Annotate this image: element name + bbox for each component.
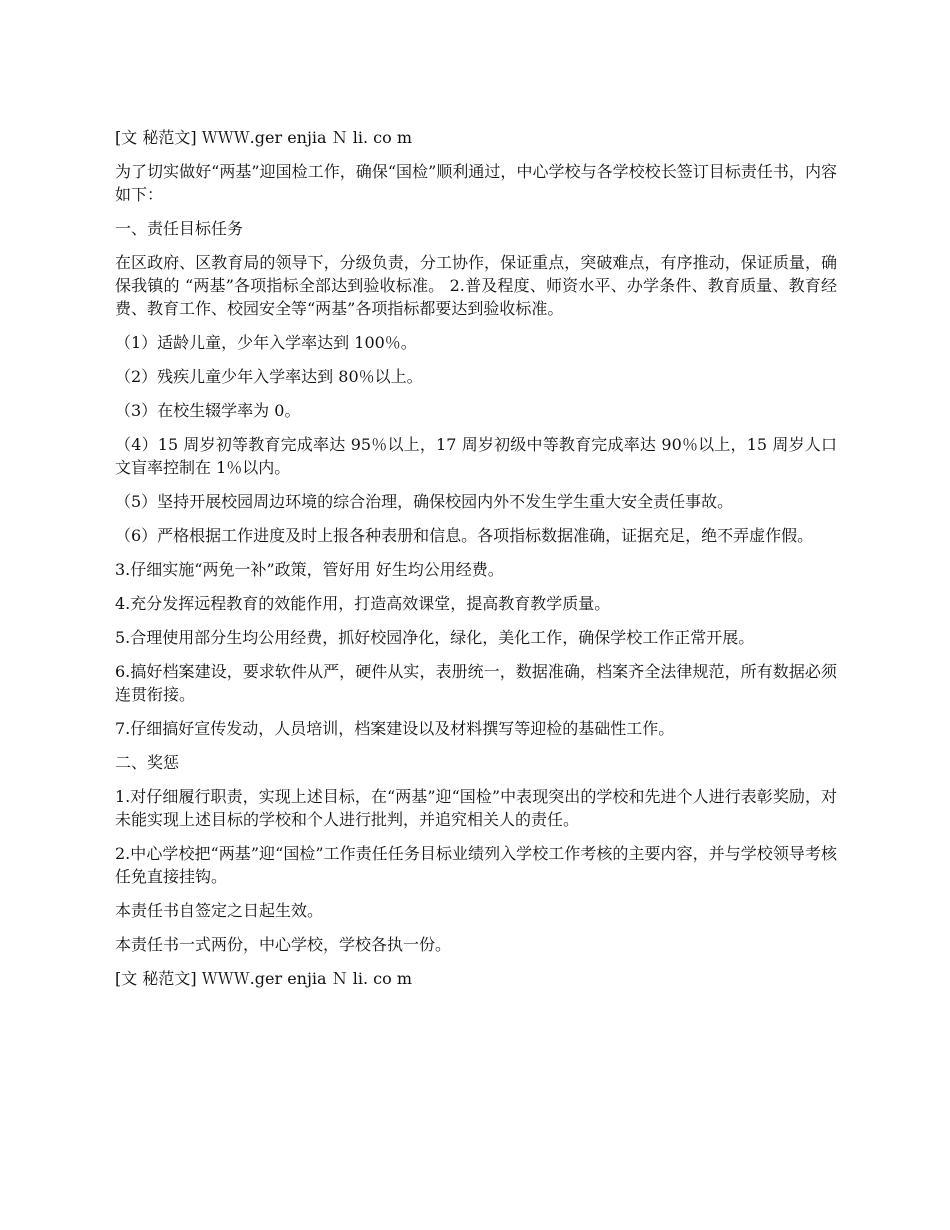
closing-copies: 本责任书一式两份，中心学校，学校各执一份。 xyxy=(115,935,452,954)
list-item: （3）在校生辍学率为 0。 xyxy=(115,401,301,420)
point-item: 3.仔细实施“两免一补”政策，管好用 好生均公用经费。 xyxy=(115,560,504,579)
list-item: （6）严格根据工作进度及时上报各种表册和信息。各项指标数据准确，证据充足，绝不弄虚作假。 xyxy=(115,526,814,545)
footer-watermark: [文 秘范文] ＷＷＷ.ger enjia Ｎ li. co m xyxy=(115,969,413,988)
reward-item: 1.对仔细履行职责，实现上述目标，在“两基”迎“国检”中表现突出的学校和先进个人进行表彰奖励，对未能实现上述目标的学校和个人进行批判，并追究相关人的责任。 xyxy=(115,787,837,829)
header-watermark: [文 秘范文] ＷＷＷ.ger enjia Ｎ li. co m xyxy=(115,128,413,147)
intro-paragraph: 为了切实做好“两基”迎国检工作，确保“国检”顺利通过，中心学校与各学校校长签订目标责任书，内容如下： xyxy=(115,162,837,204)
list-item: （2）残疾儿童少年入学率达到 80％以上。 xyxy=(115,367,423,386)
list-item: （5）坚持开展校园周边环境的综合治理，确保校园内外不发生学生重大安全责任事故。 xyxy=(115,492,734,511)
section-paragraph-responsibility: 在区政府、区教育局的领导下，分级负责，分工协作，保证重点，突破难点，有序推动，保证质量，确保我镇的 “两基”各项指标全部达到验收标准。 2.普及程度、师资水平、办学条件、教育质量、教育经费、教育工作、校园安全等“两基”各项指标都要达到验收标准。 xyxy=(115,253,837,318)
point-item: 6.搞好档案建设，要求软件从严，硬件从实，表册统一，数据准确，档案齐全法律规范，所有数据必须连贯衔接。 xyxy=(115,662,837,704)
section-heading-responsibility: 一、责任目标任务 xyxy=(115,219,244,238)
section-heading-rewards: 二、奖惩 xyxy=(115,753,180,772)
closing-effective: 本责任书自签定之日起生效。 xyxy=(115,901,324,920)
point-item: 7.仔细搞好宣传发动，人员培训，档案建设以及材料撰写等迎检的基础性工作。 xyxy=(115,719,675,738)
point-item: 5.合理使用部分生均公用经费，抓好校园净化，绿化，美化工作，确保学校工作正常开展。 xyxy=(115,628,755,647)
document-page xyxy=(115,126,837,1001)
list-item: （1）适龄儿童，少年入学率达到 100％。 xyxy=(115,333,417,352)
point-item: 4.充分发挥远程教育的效能作用，打造高效课堂，提高教育教学质量。 xyxy=(115,594,611,613)
reward-item: 2.中心学校把“两基”迎“国检”工作责任任务目标业绩列入学校工作考核的主要内容，并与学校领导考核任免直接挂钩。 xyxy=(115,844,837,886)
list-item: （4）15 周岁初等教育完成率达 95％以上，17 周岁初级中等教育完成率达 90％以上，15 周岁人口文盲率控制在 1％以内。 xyxy=(115,435,837,477)
